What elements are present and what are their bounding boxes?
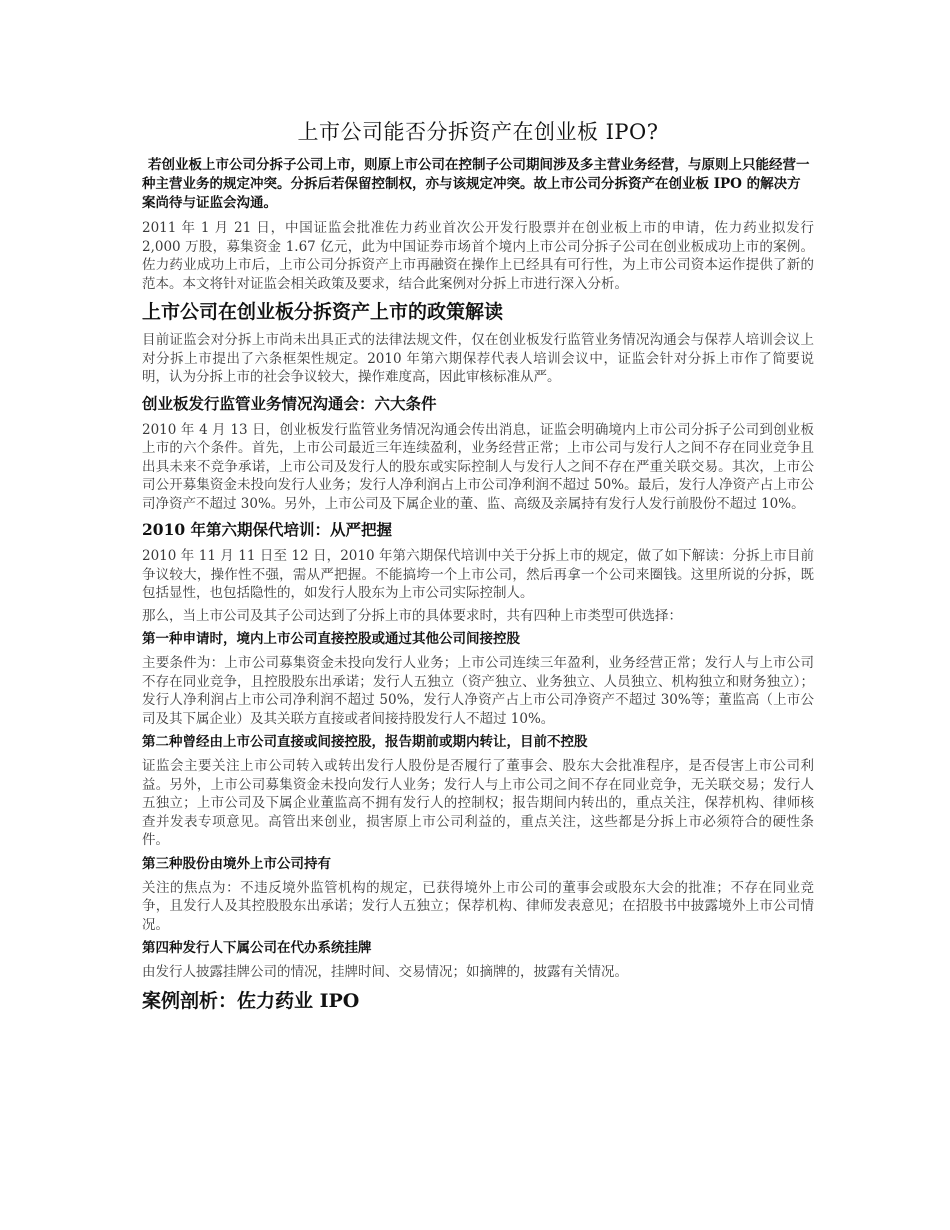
listing-types-intro: 那么，当上市公司及其子公司达到了分拆上市的具体要求时，共有四种上市类型可供选择：	[142, 607, 682, 624]
subsection-heading-six-conditions: 创业板发行监管业务情况沟通会：六大条件	[142, 393, 437, 413]
document-body	[142, 116, 814, 1020]
training-paragraph: 2010 年 11 月 11 日至 12 日，2010 年第六期保代培训中关于分拆上市的规定，做了如下解读：分拆上市目前争议较大，操作性不强，需从严把握。不能搞垮一个上市公司，然后再拿一个公司来圈钱。这里所说的分拆，既包括显性，也包括隐性的，如发行人股东为上市公司实际控制人。	[142, 548, 814, 601]
section-heading-case-study: 案例剖析：佐力药业 IPO	[142, 989, 360, 1012]
type1-heading: 第一种申请时，境内上市公司直接控股或通过其他公司间接控股	[142, 631, 520, 647]
type3-heading: 第三种股份由境外上市公司持有	[142, 855, 331, 872]
type3-paragraph: 关注的焦点为：不违反境外监管机构的规定，已获得境外上市公司的董事会或股东大会的批准；不存在同业竞争，且发行人及其控股股东出承诺；发行人五独立；保荐机构、律师发表意见；在招股书中披露境外上市公司情况。	[142, 879, 814, 933]
type4-heading: 第四种发行人下属公司在代办系统挂牌	[142, 940, 372, 956]
type2-paragraph: 证监会主要关注上市公司转入或转出发行人股份是否履行了董事会、股东大会批准程序，是否侵害上市公司利益。另外，上市公司募集资金未投向发行人业务；发行人与上市公司之间不存在同业竞争，无关联交易；发行人五独立；上市公司及下属企业董监高不拥有发行人的控制权；报告期间内转出的，重点关注，保荐机构、律师核查并发表专项意见。高管出来创业，损害原上市公司利益的，重点关注，这些都是分拆上市必须符合的硬性条件。	[142, 758, 814, 848]
type4-paragraph: 由发行人披露挂牌公司的情况，挂牌时间、交易情况；如摘牌的，披露有关情况。	[142, 964, 628, 980]
subsection-heading-training: 2010 年第六期保代培训：从严把握	[142, 520, 393, 539]
section-heading-policy: 上市公司在创业板分拆资产上市的政策解读	[142, 301, 504, 323]
document-title: 上市公司能否分拆资产在创业板 IPO?	[297, 120, 659, 144]
six-conditions-paragraph: 2010 年 4 月 13 日，创业板发行监管业务情况沟通会传出消息，证监会明确境内上市公司分拆子公司到创业板上市的六个条件。首先，上市公司最近三年连续盈利，业务经营正常；上市公司与发行人之间不存在同业竞争且出具未来不竞争承诺，上市公司及发行人的股东或实际控制人与发行人之间不存在严重关联交易。其次，上市公司公开募集资金未投向发行人业务；发行人净利润占上市公司净利润不超过 50%。最后，发行人净资产占上市公司净资产不超过 30%。另外，上市公司及下属企业的董、监、高级及亲属持有发行人发行前股份不超过 10%。	[142, 421, 814, 512]
intro-paragraph: 2011 年 1 月 21 日，中国证监会批准佐力药业首次公开发行股票并在创业板上市的申请，佐力药业拟发行 2,000 万股，募集资金 1.67 亿元，此为中国证券市场首个境内上市公司分拆子公司在创业板成功上市的案例。佐力药业成功上市后，上市公司分拆资产上市再融资在操作上已经具有可行性，为上市公司资本运作提供了新的范本。本文将针对证监会相关政策及要求，结合此案例对分拆上市进行深入分析。	[142, 220, 814, 292]
policy-paragraph: 目前证监会对分拆上市尚未出具正式的法律法规文件，仅在创业板发行监管业务情况沟通会与保荐人培训会议上对分拆上市提出了六条框架性规定。2010 年第六期保荐代表人培训会议中，证监会针对分拆上市作了简要说明，认为分拆上市的社会争议较大，操作难度高，因此审核标准从严。	[142, 332, 814, 385]
type2-heading: 第二种曾经由上市公司直接或间接控股，报告期前或期内转让，目前不控股	[142, 734, 588, 750]
type1-paragraph: 主要条件为：上市公司募集资金未投向发行人业务；上市公司连续三年盈利，业务经营正常；发行人与上市公司不存在同业竞争，且控股股东出承诺；发行人五独立（资产独立、业务独立、人员独立、机构独立和财务独立）；发行人净利润占上市公司净利润不超过 50%，发行人净资产占上市公司净资产不超过 30%等；董监高（上市公司及其下属企业）及其关联方直接或者间接持股发行人不超过 10%。	[142, 655, 814, 727]
abstract: 若创业板上市公司分拆子公司上市，则原上市公司在控制子公司期间涉及多主营业务经营，与原则上只能经营一种主营业务的规定冲突。分拆后若保留控制权，亦与该规定冲突。故上市公司分拆资产在创业板 IPO 的解决方案尚待与证监会沟通。	[142, 157, 810, 211]
